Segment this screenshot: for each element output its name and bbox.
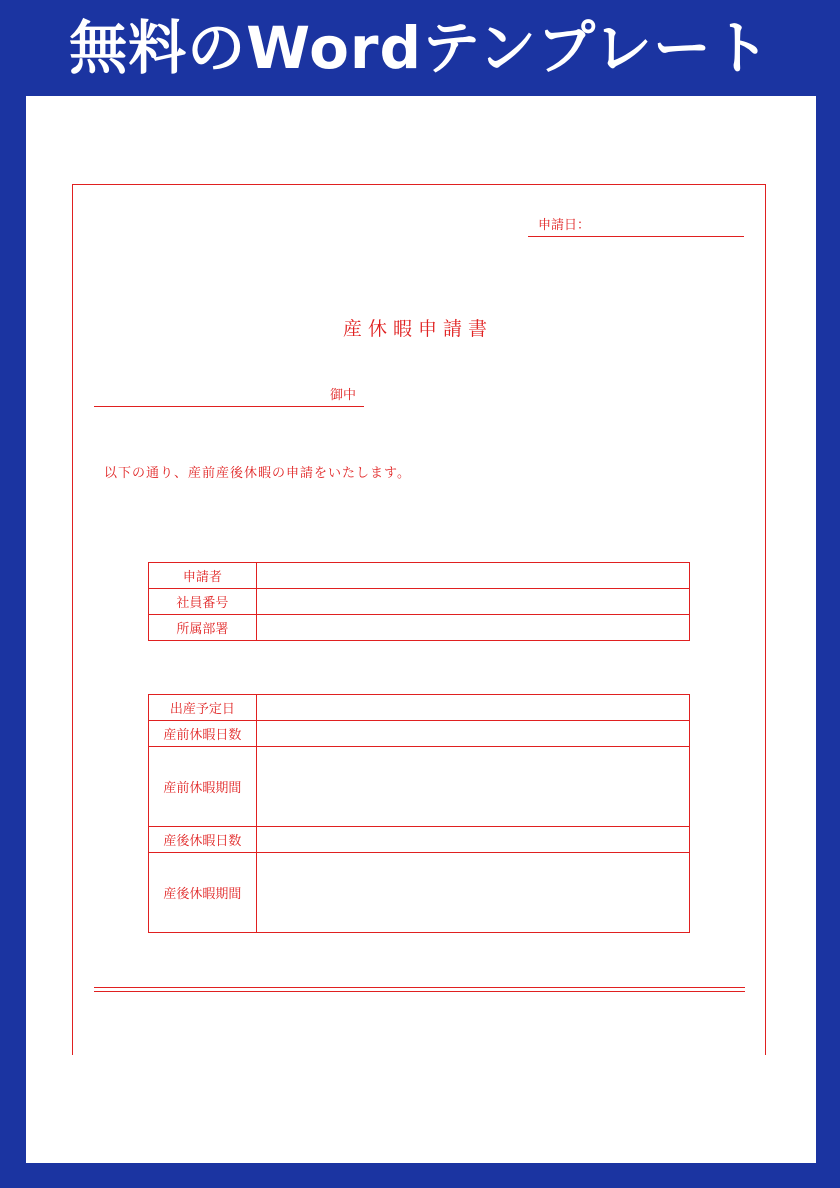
addressee-suffix: 御中 xyxy=(329,388,356,403)
banner-title: 無料のWordテンプレート xyxy=(69,14,771,82)
document-title: 産休暇申請書 xyxy=(342,318,493,340)
addressee-field[interactable] xyxy=(94,382,364,407)
applicant-table xyxy=(148,562,690,641)
intro-text: 以下の通り、産前産後休暇の申請をいたします。 xyxy=(104,466,411,481)
due-date-value[interactable] xyxy=(256,695,689,721)
table-row xyxy=(149,695,690,721)
employee-number-value[interactable] xyxy=(256,589,689,615)
table-row xyxy=(149,721,690,747)
prenatal-days-value[interactable] xyxy=(256,721,689,747)
postnatal-period-value[interactable] xyxy=(256,853,689,933)
applicant-label: 申請者 xyxy=(149,563,257,589)
prenatal-period-value[interactable] xyxy=(256,747,689,827)
banner xyxy=(0,0,840,96)
postnatal-days-value[interactable] xyxy=(256,827,689,853)
department-value[interactable] xyxy=(256,615,689,641)
table-row xyxy=(149,563,690,589)
department-label: 所属部署 xyxy=(149,615,257,641)
table-row xyxy=(149,853,690,933)
postnatal-period-label: 産後休暇期間 xyxy=(149,853,257,933)
applicant-value[interactable] xyxy=(256,563,689,589)
table-row xyxy=(149,615,690,641)
document-sheet xyxy=(26,96,816,1163)
leave-table xyxy=(148,694,690,933)
employee-number-label: 社員番号 xyxy=(149,589,257,615)
table-row xyxy=(149,589,690,615)
table-row xyxy=(149,747,690,827)
prenatal-days-label: 産前休暇日数 xyxy=(149,721,257,747)
double-divider xyxy=(94,987,745,992)
apply-date-label: 申請日： xyxy=(538,218,591,233)
postnatal-days-label: 産後休暇日数 xyxy=(149,827,257,853)
due-date-label: 出産予定日 xyxy=(149,695,257,721)
apply-date-field[interactable] xyxy=(528,214,744,237)
prenatal-period-label: 産前休暇期間 xyxy=(149,747,257,827)
table-row xyxy=(149,827,690,853)
